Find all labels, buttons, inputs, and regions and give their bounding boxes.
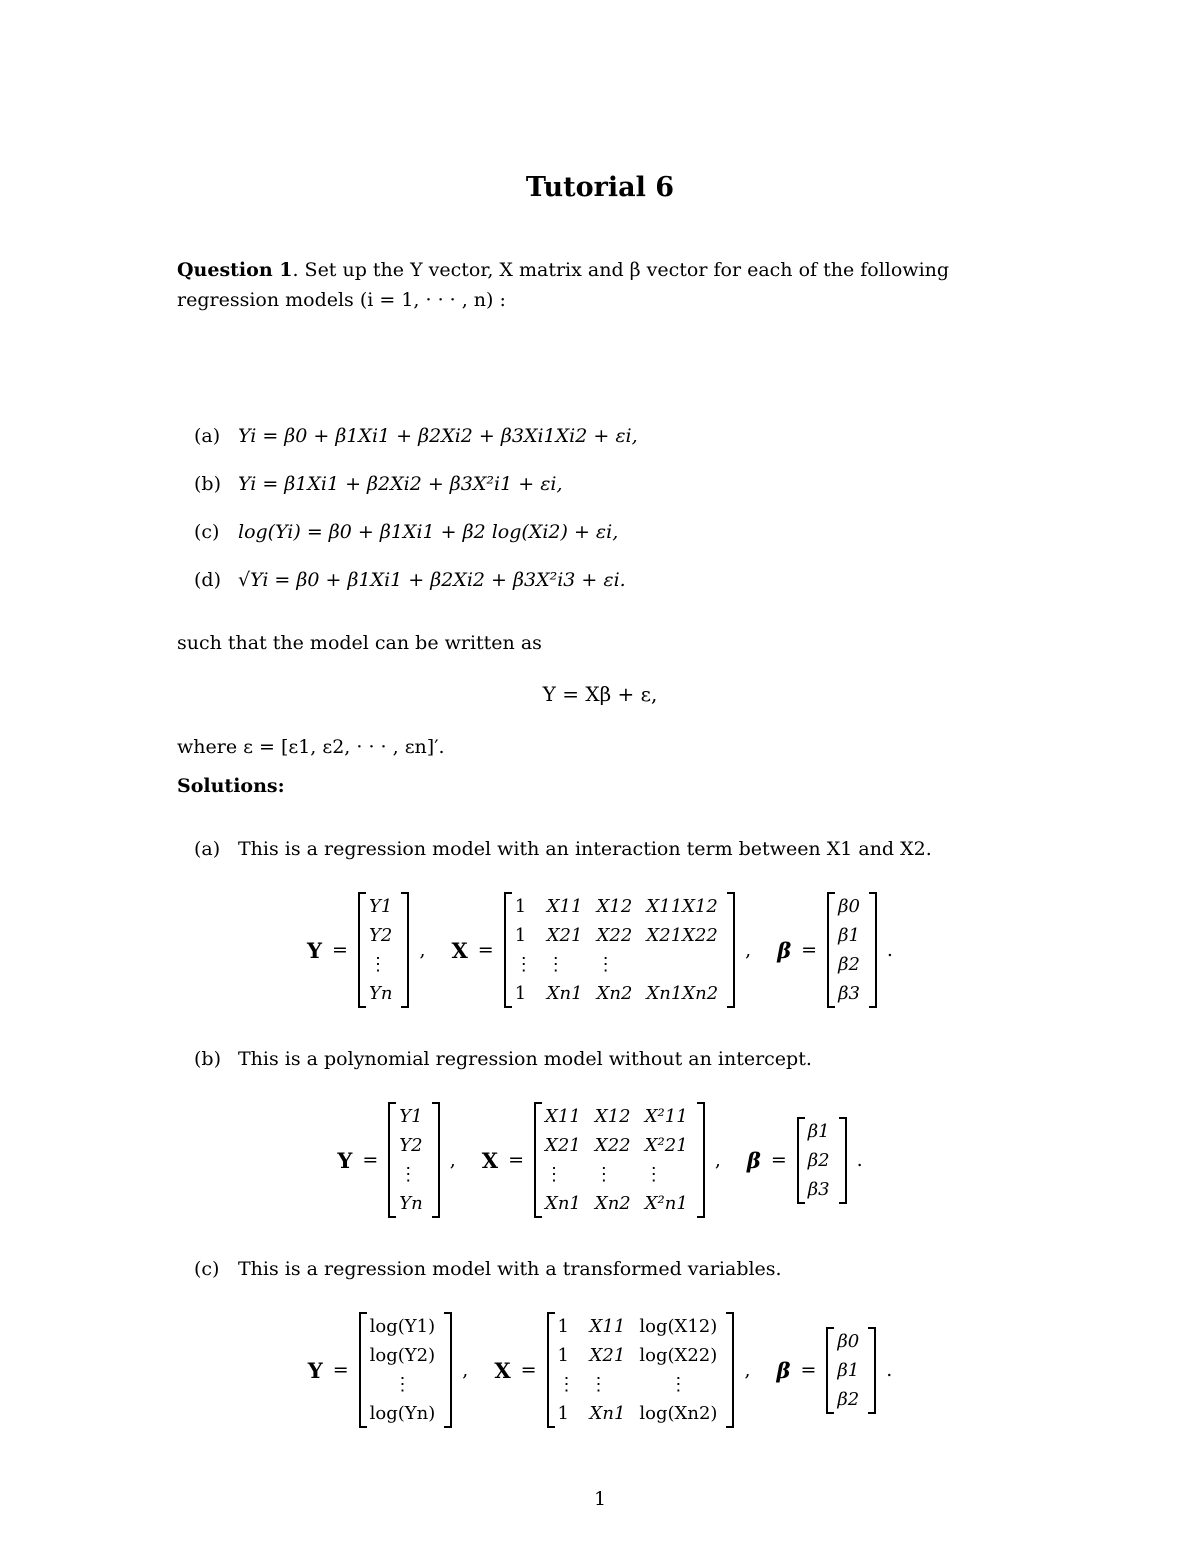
matrix-cell: Yn <box>368 983 393 1004</box>
matrix-cell: X21 <box>546 925 583 946</box>
matrix-cell: log(X22) <box>639 1345 718 1366</box>
page-title: Tutorial 6 <box>525 172 675 203</box>
matrix-cell: Y1 <box>399 1106 423 1127</box>
matrix-cell: β0 <box>837 1330 860 1352</box>
matrix-cell: Y2 <box>368 925 393 946</box>
beta-vector <box>826 1327 876 1414</box>
matrix-cell: β3 <box>838 983 860 1004</box>
solutions-heading: Solutions: <box>177 775 285 797</box>
matrix-equation-b: Y = Y1 Y2 ⋮ Yn , X = X11 X12 X²11 X21 X22 X²21 ⋮ ⋮ ⋮ Xn1 Xn2 X²n1 , β = β1 β2 β3 . <box>0 1095 1200 1225</box>
matrix-equation-a: Y = Y1 Y2 ⋮ Yn , X = 1 X11 X12 X11X12 1 X21 X22 X21X22 ⋮ ⋮ ⋮ 1 Xn1 Xn2 Xn1Xn2 , β = β0 β1 β2 β3 . <box>0 885 1200 1015</box>
model-expression: Yi = β0 + β1Xi1 + β2Xi2 + β3Xi1Xi2 + εi, <box>238 425 638 447</box>
solution-a <box>194 838 932 860</box>
y-vector <box>359 1312 453 1428</box>
question-line-1: . Set up the Y vector, X matrix and β vector for each of the following <box>292 259 950 281</box>
matrix-cell: Xn2 <box>596 983 633 1004</box>
matrix-cell <box>642 950 728 979</box>
solution-label: (b) <box>194 1048 221 1070</box>
matrix-cell: Xn1 <box>589 1403 626 1424</box>
matrix-cell: β2 <box>807 1149 830 1171</box>
matrix-cell: X22 <box>594 1135 631 1156</box>
x-matrix <box>504 892 735 1008</box>
model-label: (a) <box>194 425 221 447</box>
matrix-cell: Y2 <box>399 1135 423 1156</box>
solution-label: (a) <box>194 838 221 860</box>
matrix-cell: 1 <box>514 925 527 946</box>
matrix-cell: X²n1 <box>644 1193 688 1214</box>
matrix-cell: X²21 <box>644 1135 688 1156</box>
such-that-text: such that the model can be written as <box>177 632 542 654</box>
matrix-cell: X11 <box>545 1106 581 1127</box>
matrix-cell: X11X12 <box>646 896 718 917</box>
matrix-cell: X12 <box>594 1106 631 1127</box>
matrix-cell: 1 <box>557 1316 569 1337</box>
model-c <box>194 521 618 543</box>
solution-b <box>194 1048 812 1070</box>
matrix-cell: log(Y2) <box>369 1345 436 1366</box>
model-b <box>194 473 563 495</box>
matrix-cell: ⋮ <box>669 1374 688 1395</box>
question-line-2: regression models (i = 1, · · · , n) : <box>177 289 506 311</box>
matrix-cell: ⋮ <box>644 1164 663 1185</box>
matrix-cell: X22 <box>596 925 633 946</box>
matrix-cell: β2 <box>838 954 860 975</box>
model-label: (c) <box>194 521 220 543</box>
matrix-cell: ⋮ <box>514 954 533 975</box>
matrix-cell: Xn2 <box>594 1193 631 1214</box>
model-expression: Yi = β1Xi1 + β2Xi2 + β3X²i1 + εi, <box>238 473 563 495</box>
question-label: Question 1 <box>177 259 293 281</box>
matrix-cell: X²11 <box>644 1106 688 1127</box>
matrix-cell: ⋮ <box>399 1164 418 1185</box>
x-matrix <box>534 1102 705 1218</box>
model-expression: log(Yi) = β0 + β1Xi1 + β2 log(Xi2) + εi, <box>238 521 619 543</box>
solution-text: This is a regression model with an interaction term between X1 and X2. <box>238 838 932 860</box>
matrix-cell: X21X22 <box>646 925 718 946</box>
model-a <box>194 425 638 447</box>
solution-text: This is a regression model with a transformed variables. <box>238 1258 782 1280</box>
matrix-cell: Xn1 <box>546 983 583 1004</box>
model-label: (d) <box>194 569 221 591</box>
where-text: where ε = [ε1, ε2, · · · , εn]′. <box>177 736 445 758</box>
matrix-cell: ⋮ <box>596 954 615 975</box>
beta-vector <box>827 892 877 1008</box>
model-expression: √Yi = β0 + β1Xi1 + β2Xi2 + β3X²i3 + εi. <box>238 569 626 591</box>
solution-c <box>194 1258 782 1280</box>
model-label: (b) <box>194 473 221 495</box>
matrix-cell: ⋮ <box>393 1374 412 1395</box>
matrix-cell: Yn <box>399 1193 423 1214</box>
matrix-cell: 1 <box>514 983 527 1004</box>
matrix-cell: β0 <box>838 896 860 917</box>
page-number: 1 <box>593 1488 607 1510</box>
model-d <box>194 569 626 591</box>
matrix-cell: Xn1 <box>545 1193 581 1214</box>
matrix-cell: β1 <box>807 1120 830 1142</box>
matrix-cell: X21 <box>545 1135 581 1156</box>
solution-text: This is a polynomial regression model without an intercept. <box>238 1048 812 1070</box>
matrix-cell: β2 <box>837 1388 860 1410</box>
matrix-cell: X11 <box>589 1316 626 1337</box>
matrix-cell: log(Y1) <box>369 1316 436 1337</box>
matrix-cell: Y1 <box>368 896 393 917</box>
matrix-cell: log(Yn) <box>369 1403 436 1424</box>
beta-vector <box>797 1117 847 1204</box>
matrix-cell: X11 <box>546 896 583 917</box>
matrix-cell: ⋮ <box>546 954 565 975</box>
matrix-cell: 1 <box>514 896 527 917</box>
matrix-cell: ⋮ <box>545 1164 564 1185</box>
matrix-cell: log(Xn2) <box>639 1403 718 1424</box>
matrix-cell: ⋮ <box>589 1374 608 1395</box>
x-matrix <box>547 1312 735 1428</box>
matrix-cell: X21 <box>589 1345 626 1366</box>
matrix-cell: ⋮ <box>557 1374 576 1395</box>
matrix-equation-c: Y = log(Y1) log(Y2) ⋮ log(Yn) , X = 1 X11 log(X12) 1 X21 log(X22) ⋮ ⋮ ⋮ 1 Xn1 log(Xn2) , β = β0 β1 β2 . <box>0 1305 1200 1435</box>
matrix-cell: ⋮ <box>368 954 387 975</box>
matrix-cell: X12 <box>596 896 633 917</box>
matrix-cell: β1 <box>837 1359 860 1381</box>
solution-label: (c) <box>194 1258 220 1280</box>
matrix-cell: β1 <box>838 925 860 946</box>
question-text <box>177 255 949 315</box>
model-equation: Y = Xβ + ε, <box>542 682 658 706</box>
matrix-cell: ⋮ <box>594 1164 613 1185</box>
y-vector <box>388 1102 439 1218</box>
matrix-cell: β3 <box>807 1178 830 1200</box>
y-vector <box>358 892 409 1008</box>
matrix-cell: Xn1Xn2 <box>646 983 719 1004</box>
matrix-cell: 1 <box>557 1345 569 1366</box>
matrix-cell: log(X12) <box>639 1316 718 1337</box>
matrix-cell: 1 <box>557 1403 569 1424</box>
